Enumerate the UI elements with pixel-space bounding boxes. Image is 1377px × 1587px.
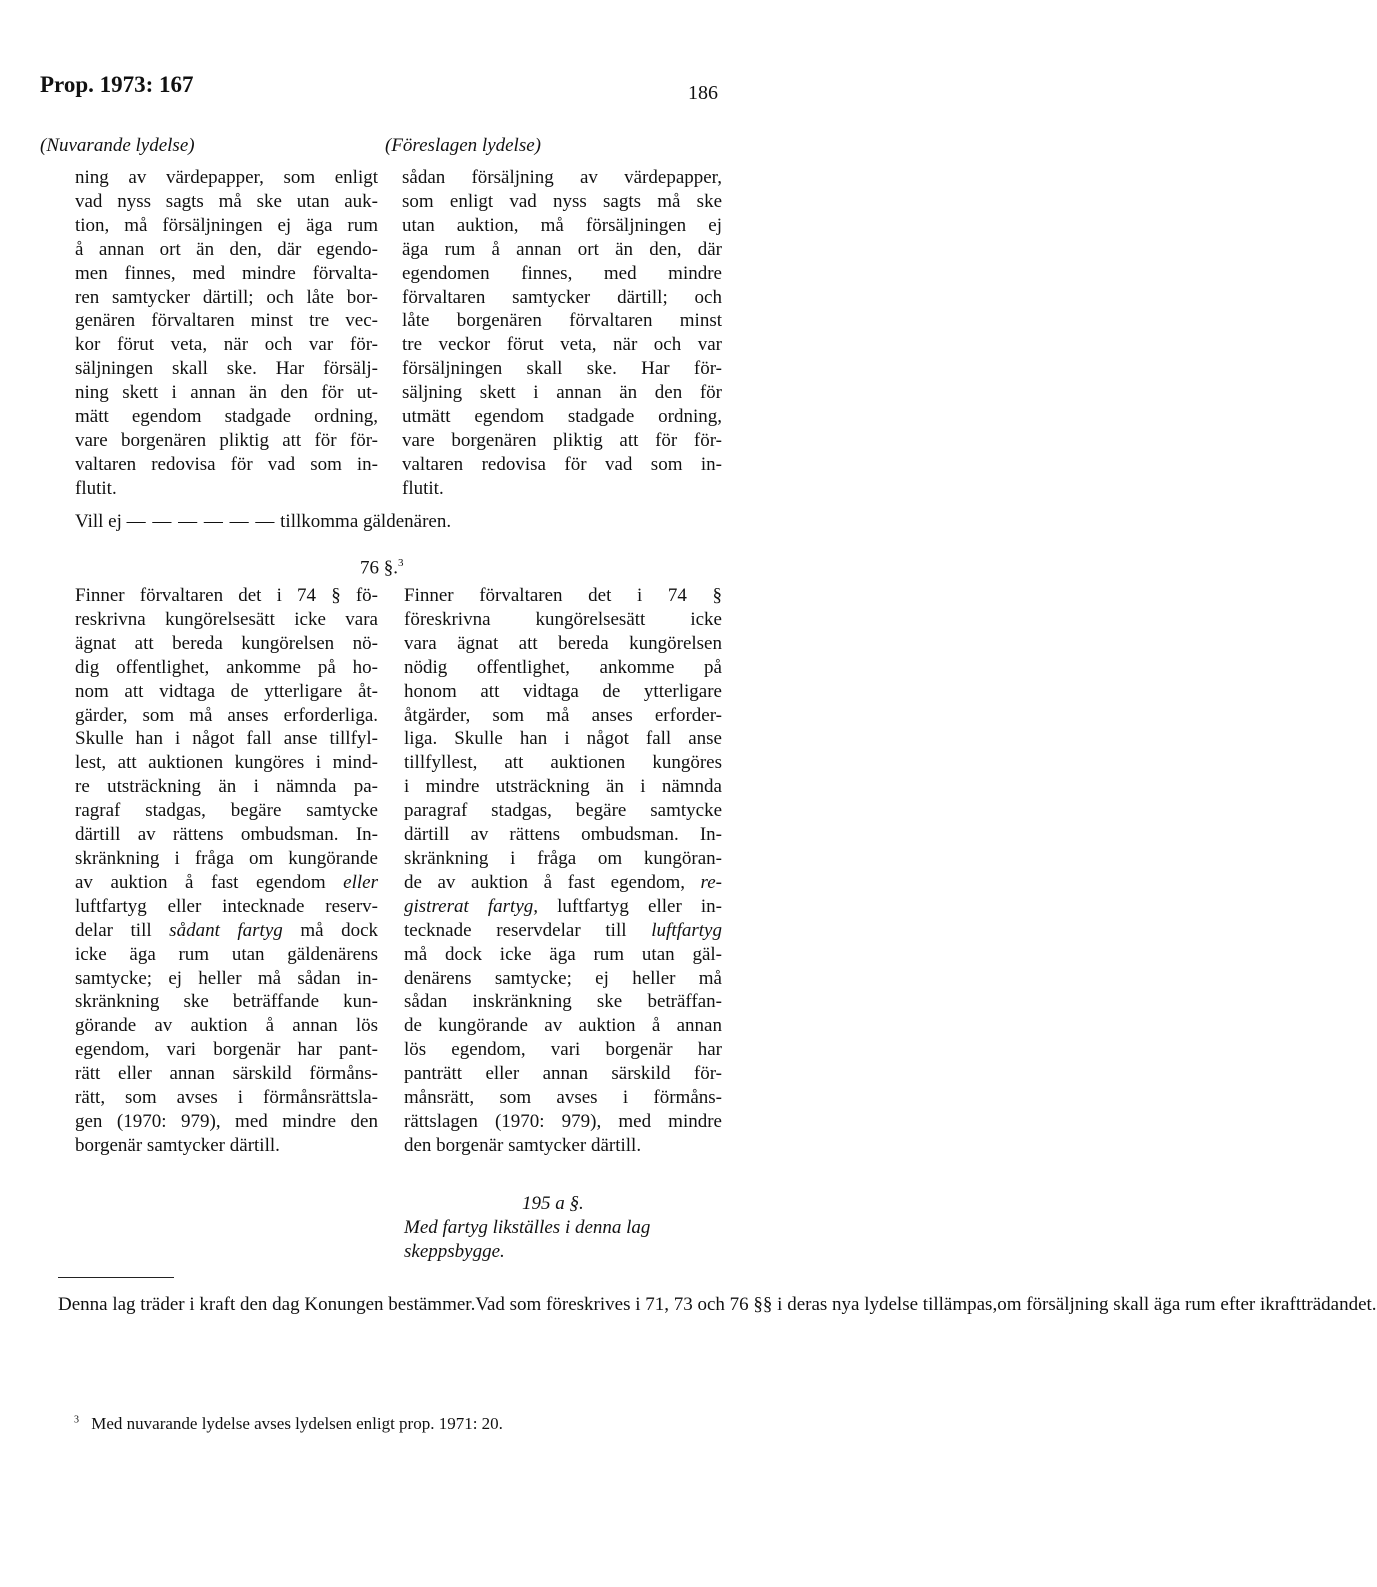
text-line: utmätt egendom stadgade ordning, (402, 406, 722, 428)
text-line (404, 871, 722, 895)
text-line (404, 1110, 722, 1134)
section-195a-heading: 195 a §. (522, 1193, 584, 1214)
text-line (75, 1062, 378, 1086)
text-line: som enligt vad nyss sagts må ske (402, 190, 722, 212)
text-line (75, 990, 378, 1014)
shared-line-dashes: — — — — — — (126, 511, 276, 532)
document-title: Prop. 1973: 167 (40, 72, 194, 97)
text-segment: de av auktion å fast egendom, (404, 871, 701, 893)
text-segment: må dock (282, 919, 379, 941)
section76-right-text (404, 584, 722, 1158)
text-line: skeppsbygge. (404, 1240, 505, 1262)
text-line (404, 727, 722, 751)
text-line (75, 895, 378, 919)
text-line: säljningen skall ske. Har försälj- (75, 358, 378, 380)
text-segment: vara ägnat att bereda kungörelsen (404, 632, 722, 654)
text-line: ren samtycker därtill; och låte bor- (75, 286, 378, 308)
text-line (404, 847, 722, 871)
section-195a-text (404, 1216, 650, 1264)
text-segment: de kungörande av auktion å annan (404, 1015, 722, 1037)
text-line (75, 823, 378, 847)
text-line (404, 632, 722, 656)
text-line: tion, må försäljningen ej äga rum (75, 214, 378, 236)
text-line: ning av värdepapper, som enligt (75, 167, 378, 188)
text-line (404, 656, 722, 680)
text-segment: skränkning i fråga om kungörande (75, 847, 378, 869)
section1-left-text (75, 166, 378, 501)
italic-text: eller (343, 871, 378, 893)
text-segment: Finner förvaltaren det i 74 § (404, 585, 722, 606)
right-column-heading: (Föreslagen lydelse) (385, 135, 541, 156)
closing-provisions (58, 1292, 1377, 1317)
text-line: flutit. (75, 477, 117, 499)
text-line: men finnes, med mindre förvalta- (75, 262, 378, 284)
text-segment: delar till (75, 919, 170, 941)
text-segment: re utsträckning än i nämnda pa- (75, 776, 378, 798)
text-line: genären förvaltaren minst tre vec- (75, 310, 378, 332)
text-line (75, 632, 378, 656)
text-segment: av auktion å fast egendom (75, 871, 344, 893)
text-line (75, 704, 378, 728)
text-line (404, 990, 722, 1014)
footnote-reference: 3 (398, 557, 404, 569)
text-line (75, 656, 378, 680)
text-segment: rätt, som avses i förmånsrättsla- (75, 1087, 378, 1109)
italic-text: luftfartyg (651, 919, 722, 941)
text-line (75, 608, 378, 632)
text-line: låte borgenären förvaltaren minst (402, 310, 722, 332)
text-segment: samtycke; ej heller må sådan in- (75, 967, 378, 989)
text-line (404, 919, 722, 943)
shared-line-suffix: tillkomma gäldenären. (280, 511, 452, 532)
text-line (75, 680, 378, 704)
text-segment: månsrätt, som avses i förmåns- (404, 1087, 722, 1109)
text-line: mätt egendom stadgade ordning, (75, 406, 378, 428)
text-line (75, 775, 378, 799)
text-line: Vad som föreskrives i 71, 73 och 76 §§ i deras nya lydelse tillämpas, (475, 1294, 998, 1315)
text-segment: rättslagen (1970: 979), med mindre (404, 1110, 722, 1132)
text-line (75, 1110, 378, 1134)
text-line: om försäljning skall äga rum efter ikraftträdandet. (997, 1294, 1377, 1315)
text-line: flutit. (402, 477, 444, 499)
text-segment: skränkning ske beträffande kun- (75, 991, 378, 1013)
text-segment: ägnat att bereda kungörelsen nö- (75, 632, 378, 654)
page-number: 186 (688, 82, 718, 104)
text-segment: lest, att auktionen kungöres i mind- (75, 752, 378, 774)
text-segment: ragraf stadgas, begäre samtycke (75, 800, 378, 822)
text-line: ning skett i annan än den för ut- (75, 382, 378, 404)
text-segment: i mindre utsträckning än i nämnda (404, 776, 722, 798)
text-segment: panträtt eller annan särskild för- (404, 1063, 722, 1085)
text-segment: sådan inskränkning ske beträffan- (404, 991, 722, 1013)
text-line (75, 1134, 378, 1158)
text-line (75, 943, 378, 967)
text-segment: åtgärder, som må anses erforder- (404, 704, 722, 726)
text-line (404, 1062, 722, 1086)
shared-line (75, 510, 451, 534)
text-line (404, 1038, 722, 1062)
text-segment: Finner förvaltaren det i 74 § fö- (75, 585, 378, 606)
text-line (404, 823, 722, 847)
text-line (75, 751, 378, 775)
text-segment: borgenär samtycker därtill. (75, 1134, 280, 1156)
text-line: äga rum å annan ort än den, där (402, 238, 722, 260)
text-line: utan auktion, må försäljningen ej (402, 214, 722, 236)
footnote-text: Med nuvarande lydelse avses lydelsen enligt prop. 1971: 20. (91, 1414, 503, 1433)
text-segment: tecknade reservdelar till (404, 919, 652, 941)
text-line: vare borgenären pliktig att för för- (402, 429, 722, 451)
text-line (75, 919, 378, 943)
text-line (75, 1014, 378, 1038)
text-line (404, 895, 722, 919)
text-line (404, 1014, 722, 1038)
text-segment: honom att vidtaga de ytterligare (404, 680, 722, 702)
text-line (75, 967, 378, 991)
text-line (75, 871, 378, 895)
text-segment: må dock icke äga rum utan gäl- (404, 943, 722, 965)
text-line (404, 775, 722, 799)
text-line: förvaltaren samtycker därtill; och (402, 286, 722, 308)
footnote (74, 1414, 503, 1434)
text-line (404, 1134, 722, 1158)
text-segment: egendom, vari borgenär har pant- (75, 1039, 378, 1061)
text-line: å annan ort än den, där egendo- (75, 238, 378, 260)
text-line (404, 680, 722, 704)
text-line: vare borgenären pliktig att för för- (75, 429, 378, 451)
text-segment: reskrivna kungörelsesätt icke vara (75, 608, 378, 630)
text-line (75, 847, 378, 871)
text-line: säljning skett i annan än den för (402, 382, 722, 404)
text-segment: därtill av rättens ombudsman. In- (75, 824, 378, 846)
text-segment: denärens samtycke; ej heller må (404, 967, 722, 989)
text-line (404, 584, 722, 608)
text-line: tre veckor förut veta, när och var (402, 334, 722, 356)
text-segment: luftfartyg eller in- (538, 895, 722, 917)
text-segment: nom att vidtaga de ytterligare åt- (75, 680, 378, 702)
text-segment: gärder, som må anses erforderliga. (75, 704, 378, 726)
text-segment: lös egendom, vari borgenär har (404, 1039, 722, 1061)
text-line: kor förut veta, när och var för- (75, 334, 378, 356)
text-segment: luftfartyg eller intecknade reserv- (75, 895, 378, 917)
text-line (404, 799, 722, 823)
text-line (404, 608, 722, 632)
text-line (404, 967, 722, 991)
text-segment: gen (1970: 979), med mindre den (75, 1110, 378, 1132)
italic-text: re- (700, 871, 722, 893)
left-column-heading: (Nuvarande lydelse) (40, 135, 195, 156)
text-segment: liga. Skulle han i något fall anse (404, 728, 722, 750)
text-line (75, 1086, 378, 1110)
text-line: sådan försäljning av värdepapper, (402, 167, 722, 188)
text-segment: Skulle han i något fall anse tillfyl- (75, 728, 378, 750)
text-segment: paragraf stadgas, begäre samtycke (404, 800, 722, 822)
text-segment: skränkning i fråga om kungöran- (404, 847, 722, 869)
text-segment: tillfyllest, att auktionen kungöres (404, 752, 722, 774)
text-line (75, 1038, 378, 1062)
text-line: vad nyss sagts må ske utan auk- (75, 190, 378, 212)
text-line: valtaren redovisa för vad som in- (75, 453, 378, 475)
italic-text: sådant fartyg (169, 919, 283, 941)
shared-line-prefix: Vill ej (75, 511, 122, 532)
italic-text: gistrerat fartyg, (404, 895, 539, 917)
section-76-heading: 76 §.$^3$ (360, 557, 404, 579)
text-segment: dig offentlighet, ankomme på ho- (75, 656, 378, 678)
text-segment: därtill av rättens ombudsman. In- (404, 824, 722, 846)
section1-right-text (402, 166, 722, 501)
text-line (404, 704, 722, 728)
text-line: Med fartyg likställes i denna lag (404, 1217, 651, 1238)
text-segment: föreskrivna kungörelsesätt icke (404, 608, 722, 630)
text-line: valtaren redovisa för vad som in- (402, 453, 722, 475)
footnote-marker: 3 (74, 1414, 79, 1426)
text-line (75, 584, 378, 608)
text-line: Denna lag träder i kraft den dag Konungen bestämmer. (58, 1294, 476, 1315)
text-line (404, 1086, 722, 1110)
text-line (404, 751, 722, 775)
text-segment: nödig offentlighet, ankomme på (404, 656, 722, 678)
text-line (75, 727, 378, 751)
text-line: försäljningen skall ske. Har för- (402, 358, 722, 380)
text-segment: rätt eller annan särskild förmåns- (75, 1063, 378, 1085)
section76-left-text (75, 584, 378, 1158)
separator-rule (58, 1277, 174, 1278)
text-line (404, 943, 722, 967)
text-segment: den borgenär samtycker därtill. (404, 1134, 642, 1156)
text-segment: görande av auktion å annan lös (75, 1015, 378, 1037)
text-line: egendomen finnes, med mindre (402, 262, 722, 284)
text-segment: icke äga rum utan gäldenärens (75, 943, 378, 965)
text-line (75, 799, 378, 823)
